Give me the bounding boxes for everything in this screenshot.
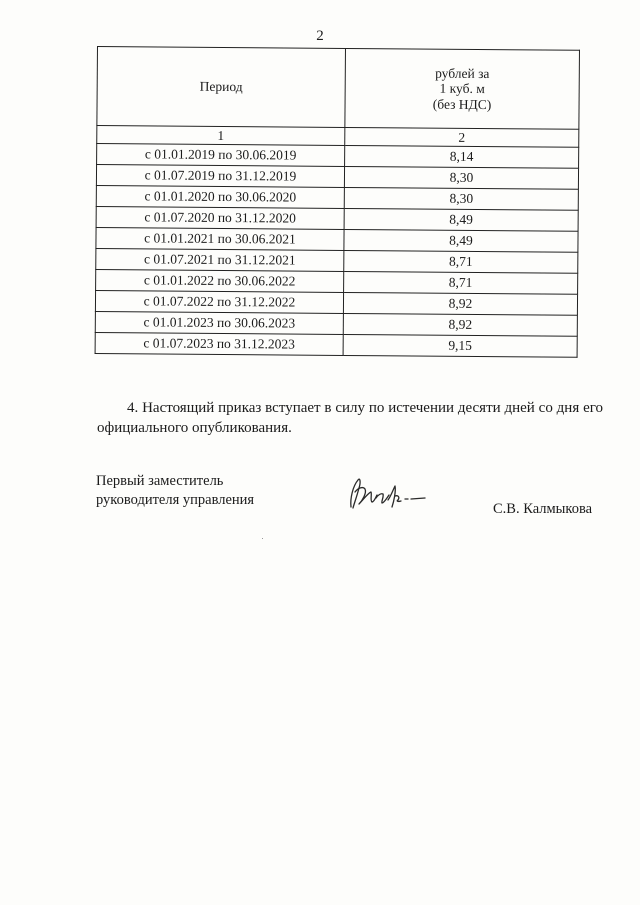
price-cell: 8,14 [345, 145, 579, 168]
period-cell: с 01.07.2022 по 31.12.2022 [95, 290, 343, 313]
table-header-row [97, 47, 580, 130]
period-cell: с 01.07.2019 по 31.12.2019 [96, 165, 344, 188]
price-cell: 8,49 [344, 208, 578, 231]
signer-title-line: Первый заместитель [96, 473, 224, 489]
price-cell: 8,30 [344, 187, 578, 210]
tariff-table [95, 46, 580, 358]
period-cell: с 01.01.2023 по 30.06.2023 [95, 311, 343, 334]
period-cell: с 01.07.2023 по 31.12.2023 [95, 332, 343, 355]
column-number-1: 1 [97, 126, 345, 146]
header-period: Период [97, 47, 346, 128]
price-cell: 9,15 [343, 334, 577, 357]
period-cell: с 01.07.2021 по 31.12.2021 [96, 248, 344, 271]
column-number-2: 2 [345, 127, 579, 147]
page-number: 2 [316, 28, 324, 44]
header-unit: рублей за 1 куб. м (без НДС) [345, 48, 580, 129]
period-cell: с 01.01.2020 по 30.06.2020 [96, 185, 344, 208]
period-cell: с 01.01.2019 по 30.06.2019 [97, 144, 345, 167]
handwritten-signature [345, 474, 429, 519]
signer-title-line: руководителя управления [96, 492, 255, 508]
signer-name: С.В. Калмыкова [493, 501, 593, 517]
price-cell: 8,30 [344, 166, 578, 189]
price-cell: 8,92 [343, 292, 577, 315]
period-cell: с 01.07.2020 по 31.12.2020 [96, 206, 344, 229]
price-cell: 8,49 [344, 229, 578, 252]
signer-title [96, 472, 254, 510]
order-clause: 4. Настоящий приказ вступает в силу по истечении десяти дней со дня его официального опубликования. [97, 400, 603, 436]
price-cell: 8,71 [344, 250, 578, 273]
table-row [95, 332, 577, 357]
scan-speck [262, 538, 263, 539]
period-cell: с 01.01.2022 по 30.06.2022 [96, 269, 344, 292]
period-cell: с 01.01.2021 по 30.06.2021 [96, 227, 344, 250]
price-cell: 8,92 [343, 313, 577, 336]
price-cell: 8,71 [344, 271, 578, 294]
